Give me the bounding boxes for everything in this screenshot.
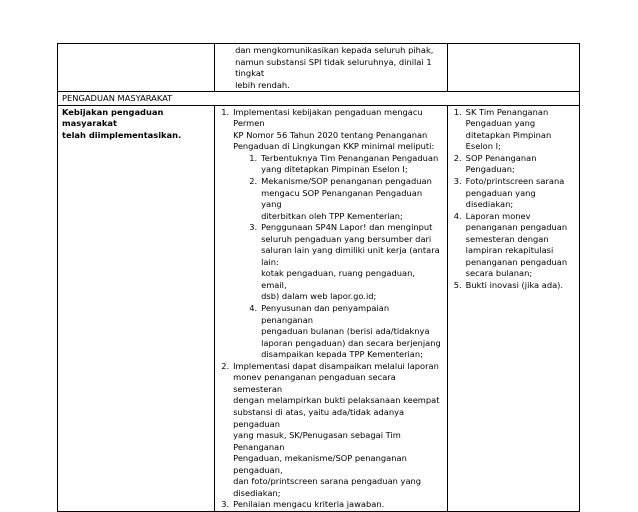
text-line: substansi di atas, yaitu ada/tidak adanya pengaduan [233,406,405,429]
text-line: diterbitkan oleh TPP Kementerian; [261,210,403,221]
assessment-table [57,43,580,512]
text-line: secara bulanan; [465,268,533,279]
evidence-list [452,107,575,292]
list-number: 1. [221,106,230,117]
previous-implementation-text [219,44,443,91]
text-line: Implementasi dapat disampaikan melalui laporan [233,360,439,371]
text-line: Penilaian mengacu kriteria jawaban. [233,499,385,510]
list-number: 4. [249,303,258,314]
implementation-subitem [249,152,443,176]
criteria-cell [58,105,215,511]
previous-implementation-cell [215,44,448,92]
list-number: 3. [221,499,230,510]
text-line: kotak pengaduan, ruang pengaduan, email, [261,268,415,290]
text-line: dsb) dalam web lapor.go.id; [261,291,377,302]
list-number: 4. [453,210,462,221]
section-header-row [58,92,580,106]
implementation-subitem [249,303,443,361]
text-line: ditetapkan Pimpinan [465,129,552,140]
list-number: 1. [453,106,462,117]
previous-row [58,44,580,92]
evidence-item [453,210,575,280]
text-line: Eselon I; [465,141,501,152]
list-number: 2. [249,176,258,187]
criteria-line: Kebijakan pengaduan masyarakat [62,106,164,129]
evidence-item [453,279,575,292]
list-number: 2. [453,152,462,163]
text-line: dan foto/printscreen sarana pengaduan yang [233,476,422,487]
text-line: Pengaduan; [465,164,515,175]
list-number: 2. [221,360,230,371]
implementation-sublist [233,153,443,361]
text-line: Terbentuknya Tim Penanganan Pengaduan [261,152,439,163]
evidence-item [453,176,575,211]
text-line: mengacu SOP Penanganan Pengaduan yang [261,187,423,210]
text-line: disediakan; [233,487,281,498]
evidence-item [453,106,575,153]
evidence-item [453,152,575,176]
text-line: disampaikan kepada TPP Kementerian; [261,349,423,360]
list-number: 5. [453,279,462,290]
text-line: lampiran rekapitulasi [465,245,554,256]
text-line: yang masuk, SK/Penugasan sebagai Tim Penanganan [233,430,401,452]
text-line: Pengaduan yang [465,118,536,129]
text-line: pengaduan bulanan (berisi ada/tidaknya [261,326,430,337]
complaint-policy-row [58,105,580,511]
text-line: Laporan monev [465,210,531,221]
text-line: dan mengkomunikasikan kepada seluruh pihak, [235,45,434,55]
text-line: Implementasi kebijakan pengaduan mengacu Permen [233,106,423,129]
text-line: monev penanganan pengaduan secara semesteran [233,372,396,394]
text-line: semesteran dengan [465,233,549,244]
text-line: pengaduan yang [465,187,536,198]
text-line: dengan melampirkan bukti pelaksanaan keempat [233,395,440,406]
previous-evidence-cell [447,44,579,92]
text-line: Bukti inovasi (jika ada). [465,279,564,290]
implementation-subitem [249,176,443,222]
text-line: lebih rendah. [235,79,290,90]
text-line: penanganan pengaduan [465,222,568,233]
previous-criteria-cell [58,44,215,92]
implementation-item [221,106,443,361]
text-line: Pengaduan, mekanisme/SOP penanganan pengaduan, [233,453,407,475]
implementation-list [219,107,443,511]
text-line: Foto/printscreen sarana [465,176,565,187]
text-line: SK Tim Penanganan [465,106,549,117]
list-number: 3. [249,222,258,233]
criteria-line: telah diimplementasikan. [62,129,182,140]
text-line: Penyusunan dan penyampaian penanganan [261,303,390,325]
text-line: disediakan; [465,199,514,210]
text-line: penanganan pengaduan [465,256,568,267]
section-title: PENGADUAN MASYARAKAT [58,92,580,106]
text-line: Mekanisme/SOP penanganan pengaduan [261,176,432,187]
text-line: Penggunaan SP4N Lapor! dan menginput [261,222,433,233]
implementation-item [221,499,443,511]
implementation-item [221,360,443,500]
list-number: 3. [453,176,462,187]
text-line: SOP Penanganan [465,152,537,163]
implementation-subitem [249,222,443,303]
implementation-cell [215,105,448,511]
text-line: seluruh pengaduan yang bersumber dari [261,233,432,244]
text-line: KP Nomor 56 Tahun 2020 tentang Penanganan [233,129,428,140]
list-number: 1. [249,152,258,163]
text-line: yang ditetapkan Pimpinan Eselon I; [261,164,408,175]
text-line: saluran lain yang dimiliki unit kerja (antara lain: [261,245,440,267]
text-line: namun substansi SPI tidak seluruhnya, dinilai 1 tingkat [235,56,432,79]
text-line: laporan pengaduan) dan secara berjenjang [261,337,441,348]
text-line: Pengaduan di Lingkungan KKP minimal meliputi: [233,141,435,152]
evidence-cell [447,105,579,511]
